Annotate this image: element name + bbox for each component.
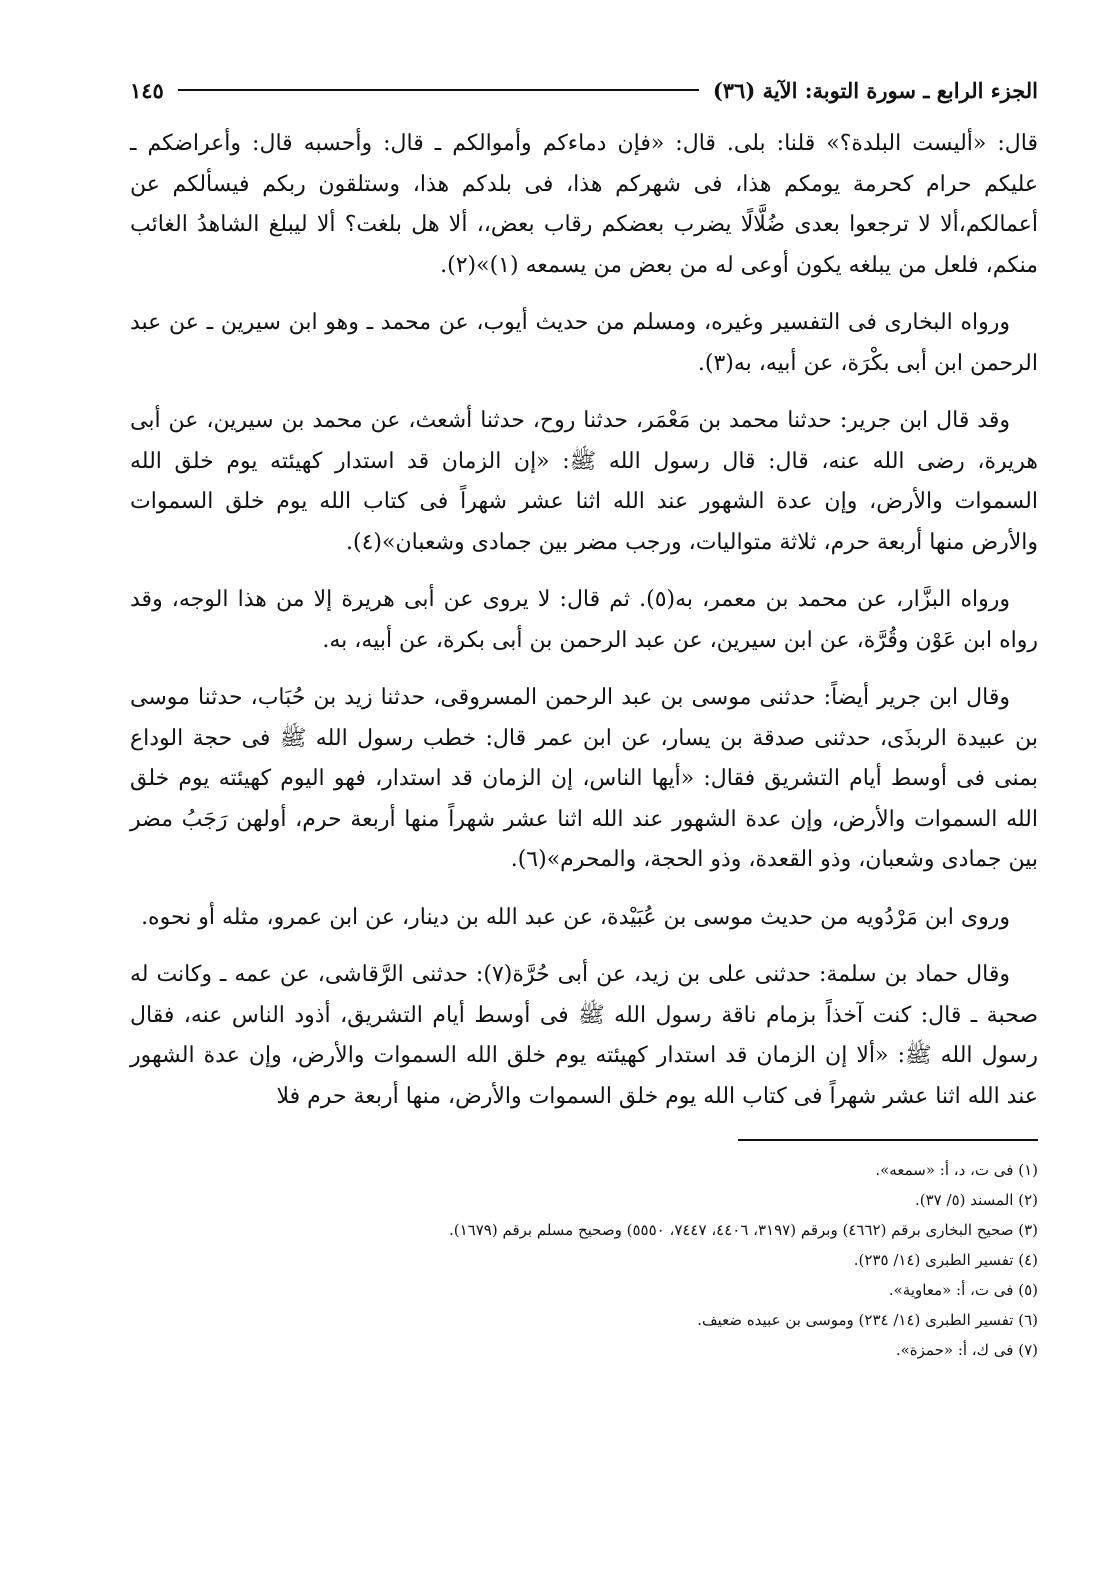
paragraph: وروى ابن مَرْدُويه من حديث موسى بن عُبَيْدة، عن عبد الله بن دينار، عن ابن عمرو، مثله أو نحوه.	[141, 904, 1010, 930]
running-title: الجزء الرابع ـ سورة التوبة: الآية (٣٦)	[712, 77, 1038, 103]
paragraph: وقال حماد بن سلمة: حدثنى على بن زيد، عن أبى حُرَّة(٧): حدثنى الرَّقاشى، عن عمه ـ وكانت له صحبة ـ قال: كنت آخذاً بزمام ناقة رسول الله ﷺ فى أوسط أيام التشريق، أذود الناس عنه، فقال رسول الله ﷺ: «ألا إن الزمان قد استدار كهيئته يوم خلق الله السموات والأرض، وإن عدة الشهور عند الله اثنا عشر شهراً فى كتاب الله يوم خلق السموات والأرض، منها أربعة حرم فلا	[130, 962, 1038, 1109]
footnote: (٦) تفسير الطبرى (١٤/ ٢٣٤) وموسى بن عبيده ضعيف.	[697, 1311, 1038, 1329]
paragraph: ورواه البخارى فى التفسير وغيره، ومسلم من حديث أيوب، عن محمد ـ وهو ابن سيرين ـ عن عبد الرحمن ابن أبى بكْرَة، عن أبيه، به(٣).	[130, 310, 1038, 376]
footnote: (٢) المسند (٥/ ٣٧).	[915, 1191, 1038, 1209]
page-header	[130, 66, 1038, 114]
paragraph: ورواه البزَّار، عن محمد بن معمر، به(٥). ثم قال: لا يروى عن أبى هريرة إلا من هذا الوجه، وقد رواه ابن عَوْن وقُرَّة، عن ابن سيرين، عن عبد الرحمن بن أبى بكرة، عن أبيه، به.	[130, 587, 1038, 653]
footnote: (٣) صحيح البخارى برقم (٤٦٦٢) وبرقم (٣١٩٧، ٤٤٠٦، ٧٤٤٧، ٥٥٥٠) وصحيح مسلم برقم (١٦٧٩).	[448, 1221, 1038, 1239]
footnotes	[130, 1155, 1038, 1365]
footnote: (٤) تفسير الطبرى (١٤/ ٢٣٥).	[853, 1251, 1038, 1269]
footnote: (٥) فى ت، أ: «معاوية».	[888, 1281, 1038, 1299]
footnote: (٧) فى ك، أ: «حمزة».	[895, 1341, 1038, 1359]
paragraph: وقال ابن جرير أيضاً: حدثنى موسى بن عبد الرحمن المسروقى، حدثنا زيد بن حُبَاب، حدثنا موسى بن عبيدة الربذَى، حدثنى صدقة بن يسار، عن ابن عمر قال: خطب رسول الله ﷺ فى حجة الوداع بمنى فى أوسط أيام التشريق فقال: «أيها الناس، إن الزمان قد استدار، فهو اليوم كهيئته يوم خلق الله السموات والأرض، وإن عدة الشهور عند الله اثنا عشر شهراً منها أربعة حرم، أولهن رَجَبُ مضر بين جمادى وشعبان، وذو القعدة، وذو الحجة، والمحرم»(٦).	[130, 685, 1038, 872]
book-page	[130, 66, 1038, 1365]
body-text	[130, 124, 1038, 1117]
footnote-separator	[738, 1139, 1038, 1141]
paragraph: وقد قال ابن جرير: حدثنا محمد بن مَعْمَر، حدثنا روح، حدثنا أشعث، عن محمد بن سيرين، عن أبى هريرة، رضى الله عنه، قال: قال رسول الله ﷺ: «إن الزمان قد استدار كهيئته يوم خلق الله السموات والأرض، وإن عدة الشهور عند الله اثنا عشر شهراً فى كتاب الله يوم خلق السموات والأرض منها أربعة حرم، ثلاثة متواليات، ورجب مضر بين جمادى وشعبان»(٤).	[130, 408, 1038, 555]
page-number: ١٤٥	[130, 77, 164, 103]
header-rule	[178, 89, 699, 91]
paragraph: قال: «أليست البلدة؟» قلنا: بلى. قال: «فإن دماءكم وأموالكم ـ قال: وأحسبه قال: وأعراضكم ـ عليكم حرام كحرمة يومكم هذا، فى شهركم هذا، فى بلدكم هذا، وستلقون ربكم فيسألكم عن أعمالكم،ألا لا ترجعوا بعدى ضُلَّالًا يضرب بعضكم رقاب بعض،، ألا هل بلغت؟ ألا ليبلغ الشاهدُ الغائب منكم، فلعل من يبلغه يكون أوعى له من بعض من يسمعه (١)»(٢).	[130, 131, 1038, 278]
footnote: (١) فى ت، د، أ: «سمعه».	[875, 1161, 1038, 1179]
